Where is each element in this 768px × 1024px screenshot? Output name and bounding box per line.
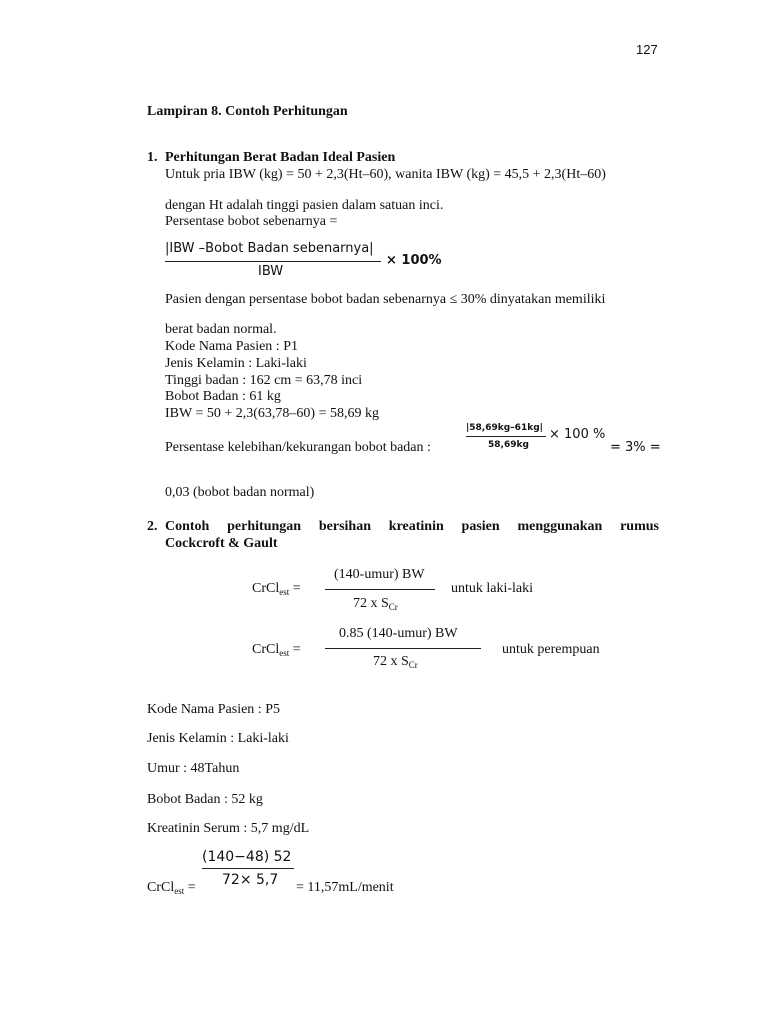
section2-number: 2. xyxy=(147,519,158,534)
male-formula-lhs: CrCl$_{est}$ = xyxy=(252,581,301,597)
section1-number: 1. xyxy=(147,150,158,165)
section1-line1: Untuk pria IBW (kg) = 50 + 2,3(Ht–60), wanita IBW (kg) = 45,5 + 2,3(Ht–60) xyxy=(165,167,606,182)
section1-note-line2: berat badan normal. xyxy=(165,322,277,337)
female-formula-fraction-line xyxy=(325,648,481,649)
calc-fraction-line xyxy=(466,436,546,437)
p5-kode: Kode Nama Pasien : P5 xyxy=(147,702,280,717)
final-denominator: 72× 5,7 xyxy=(222,872,279,888)
p1-tinggi: Tinggi badan : 162 cm = 63,78 inci xyxy=(165,373,363,388)
male-formula-denominator: 72 x $S_{Cr}$ xyxy=(353,596,398,612)
persentase-label: Persentase kelebihan/kekurangan bobot badan : xyxy=(165,440,431,455)
section1-line2: dengan Ht adalah tinggi pasien dalam satuan inci. xyxy=(165,198,444,213)
final-fraction-line xyxy=(202,868,294,869)
calc-multiplier: × 100 % xyxy=(549,427,606,442)
final-result: = 11,57mL/menit xyxy=(296,880,394,895)
female-formula-note: untuk perempuan xyxy=(502,642,600,657)
calc-numerator: |58,69kg–61kg| xyxy=(466,423,543,433)
male-formula-note: untuk laki-laki xyxy=(451,581,534,596)
section1-line3: Persentase bobot sebenarnya = xyxy=(165,214,338,229)
section1-title: Perhitungan Berat Badan Ideal Pasien xyxy=(165,150,396,165)
p5-kreatinin: Kreatinin Serum : 5,7 mg/dL xyxy=(147,821,310,836)
formula-denominator: IBW xyxy=(258,264,284,279)
p5-bobot: Bobot Badan : 52 kg xyxy=(147,792,263,807)
calc-denominator: 58,69kg xyxy=(488,440,529,450)
page-number: 127 xyxy=(636,42,658,57)
section2-title-line2: Cockcroft & Gault xyxy=(165,536,278,551)
calc-result: = 3% = xyxy=(610,440,661,455)
male-formula-numerator: (140-umur) BW xyxy=(334,567,425,582)
final-numerator: (140−48) 52 xyxy=(202,849,292,865)
page-heading: Lampiran 8. Contoh Perhitungan xyxy=(147,104,348,119)
final-lhs: CrCl$_{est}$ = xyxy=(147,880,196,896)
section2-title-line1: Contoh perhitungan bersihan kreatinin pasien menggunakan rumus xyxy=(165,519,659,534)
female-formula-lhs: CrCl$_{est}$ = xyxy=(252,642,301,658)
formula-numerator: |IBW –Bobot Badan sebenarnya| xyxy=(165,241,374,256)
formula-multiplier: × 100% xyxy=(386,253,442,268)
p1-kode: Kode Nama Pasien : P1 xyxy=(165,339,298,354)
p5-jenis: Jenis Kelamin : Laki-laki xyxy=(147,731,289,746)
p5-umur: Umur : 48Tahun xyxy=(147,761,240,776)
female-formula-numerator: 0.85 (140-umur) BW xyxy=(339,626,458,641)
male-formula-fraction-line xyxy=(325,589,435,590)
formula-fraction-line xyxy=(165,261,381,262)
section1-conclusion: 0,03 (bobot badan normal) xyxy=(165,485,315,500)
female-formula-denominator: 72 x $S_{Cr}$ xyxy=(373,654,418,670)
p1-ibw: IBW = 50 + 2,3(63,78–60) = 58,69 kg xyxy=(165,406,379,421)
p1-jenis: Jenis Kelamin : Laki-laki xyxy=(165,356,307,371)
section1-note-line1: Pasien dengan persentase bobot badan sebenarnya ≤ 30% dinyatakan memiliki xyxy=(165,292,606,307)
p1-bobot: Bobot Badan : 61 kg xyxy=(165,389,281,404)
